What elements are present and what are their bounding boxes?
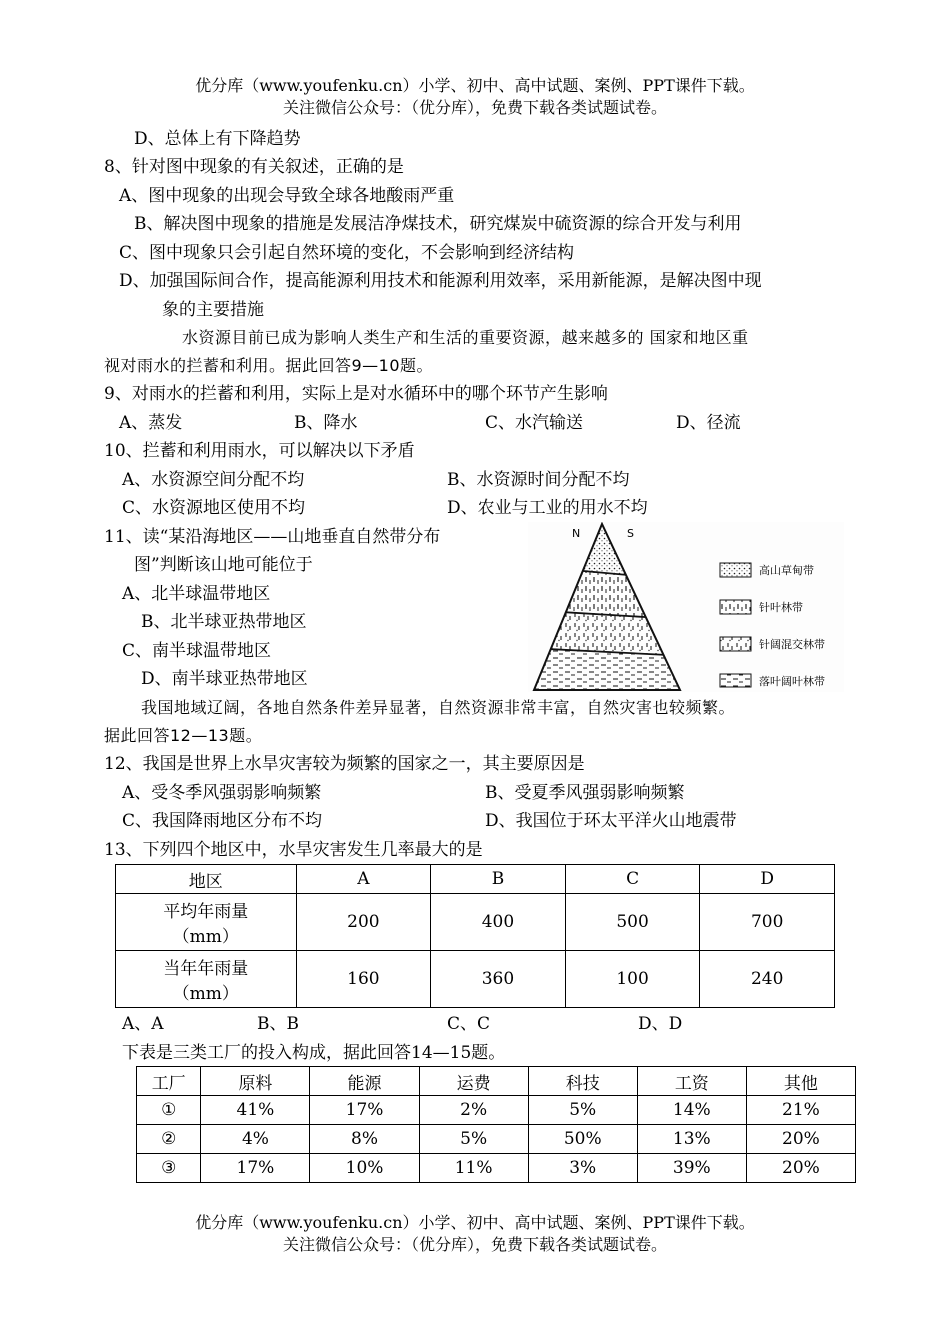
q10-stem: 10、拦蓄和利用雨水，可以解决以下矛盾: [104, 441, 415, 461]
table-cell: 21%: [746, 1096, 855, 1125]
table-cell: 400: [431, 894, 566, 951]
table-row: [116, 894, 835, 951]
table-header-cell: A: [296, 865, 431, 894]
q11-option-a: A、北半球温带地区: [122, 584, 271, 604]
footer-line-1: 优分库（www.youfenku.cn）小学、初中、高中试题、案例、PPT课件下载。: [195, 1213, 755, 1232]
table-cell: 200: [296, 894, 431, 951]
table-header-cell: 能源: [310, 1067, 419, 1096]
diagram-north-label: N: [572, 527, 581, 540]
table-header-cell: C: [565, 865, 700, 894]
q10-option-d: D、农业与工业的用水不均: [447, 498, 648, 518]
q11-option-b: B、北半球亚热带地区: [141, 612, 307, 632]
table-cell: 11%: [419, 1154, 528, 1183]
q8-option-d-cont: 象的主要措施: [162, 300, 264, 320]
table-header-row: [137, 1067, 856, 1096]
q9-option-b: B、降水: [294, 413, 358, 433]
footer-line-2: 关注微信公众号：（优分库），免费下载各类试题试卷。: [282, 1235, 667, 1254]
header-line-2: 关注微信公众号：（优分库），免费下载各类试题试卷。: [282, 98, 667, 117]
table-cell: 160: [296, 951, 431, 1008]
q7-option-d: D、总体上有下降趋势: [134, 129, 301, 149]
table-cell: 17%: [201, 1154, 310, 1183]
passage-3-line-1: 下表是三类工厂的投入构成，据此回答14—15题。: [122, 1043, 506, 1063]
legend-swatch-broadleaf: [720, 674, 751, 687]
table-cell: 17%: [310, 1096, 419, 1125]
passage-2-line-2: 据此回答12—13题。: [104, 726, 263, 745]
table-cell: 500: [565, 894, 700, 951]
q10-option-a: A、水资源空间分配不均: [122, 470, 305, 490]
legend-swatch-conifer: [720, 600, 751, 614]
table-cell: 14%: [637, 1096, 746, 1125]
q10-option-b: B、水资源时间分配不均: [447, 470, 630, 490]
table-header-cell: 地区: [116, 865, 297, 894]
table-row-label: 当年年雨量 （mm）: [116, 951, 297, 1008]
table-cell: ③: [137, 1154, 201, 1183]
q12-stem: 12、我国是世界上水旱灾害较为频繁的国家之一，其主要原因是: [104, 754, 585, 774]
mountain-zone-diagram: [528, 522, 844, 692]
q9-stem: 9、对雨水的拦蓄和利用，实际上是对水循环中的哪个环节产生影响: [104, 384, 608, 404]
q8-option-a: A、图中现象的出现会导致全球各地酸雨严重: [119, 186, 455, 206]
table-cell: 20%: [746, 1154, 855, 1183]
passage-1-line-2: 视对雨水的拦蓄和利用。据此回答9—10题。: [104, 356, 434, 375]
passage-1-line-1: 水资源目前已成为影响人类生产和生活的重要资源，越来越多的 国家和地区重: [182, 328, 749, 347]
q8-stem: 8、针对图中现象的有关叙述，正确的是: [104, 157, 404, 177]
table-header-cell: D: [700, 865, 835, 894]
table-cell: ①: [137, 1096, 201, 1125]
table-header-row: [116, 865, 835, 894]
table-cell: ②: [137, 1125, 201, 1154]
table-cell: 20%: [746, 1125, 855, 1154]
q13-option-d: D、D: [638, 1014, 683, 1034]
table-header-cell: 其他: [746, 1067, 855, 1096]
table-row: [137, 1096, 856, 1125]
rainfall-table: [115, 864, 835, 1008]
legend-label-mixed: 针阔混交林带: [759, 638, 825, 651]
legend-swatch-meadow: [720, 563, 751, 577]
passage-2-line-1: 我国地域辽阔，各地自然条件差异显著，自然资源非常丰富，自然灾害也较频繁。: [141, 698, 736, 717]
table-row: [116, 951, 835, 1008]
q12-option-c: C、我国降雨地区分布不均: [122, 811, 323, 831]
q9-option-c: C、水汽输送: [485, 413, 584, 433]
table-header-cell: 工厂: [137, 1067, 201, 1096]
q11-stem-2: 图”判断该山地可能位于: [134, 555, 313, 575]
table-header-cell: 运费: [419, 1067, 528, 1096]
table-row: [137, 1125, 856, 1154]
q11-option-c: C、南半球温带地区: [122, 641, 272, 661]
zone-coniferous: [528, 566, 728, 622]
q9-option-d: D、径流: [676, 413, 741, 433]
q13-stem: 13、下列四个地区中，水旱灾害发生几率最大的是: [104, 840, 483, 860]
q12-option-b: B、受夏季风强弱影响频繁: [485, 783, 685, 803]
table-header-cell: 原料: [201, 1067, 310, 1096]
table-cell: 100: [565, 951, 700, 1008]
legend-label-meadow: 高山草甸带: [759, 564, 814, 577]
table-row-label: 平均年雨量 （mm）: [116, 894, 297, 951]
table-cell: 4%: [201, 1125, 310, 1154]
table-header-cell: B: [431, 865, 566, 894]
table-cell: 5%: [528, 1096, 637, 1125]
q12-option-d: D、我国位于环太平洋火山地震带: [485, 811, 737, 831]
q11-stem-1: 11、读“某沿海地区——山地垂直自然带分布: [104, 527, 441, 547]
table-cell: 700: [700, 894, 835, 951]
legend-label-broadleaf: 落叶阔叶林带: [759, 675, 825, 688]
table-cell: 10%: [310, 1154, 419, 1183]
q12-option-a: A、受冬季风强弱影响频繁: [122, 783, 322, 803]
table-cell: 8%: [310, 1125, 419, 1154]
table-cell: 3%: [528, 1154, 637, 1183]
q11-option-d: D、南半球亚热带地区: [141, 669, 308, 689]
q9-option-a: A、蒸发: [119, 413, 183, 433]
q13-option-c: C、C: [447, 1014, 491, 1034]
q13-option-a: A、A: [122, 1014, 164, 1034]
table-cell: 240: [700, 951, 835, 1008]
q8-option-c: C、图中现象只会引起自然环境的变化，不会影响到经济结构: [119, 243, 575, 263]
table-cell: 39%: [637, 1154, 746, 1183]
factory-input-table: [136, 1066, 856, 1183]
q8-option-b: B、解决图中现象的措施是发展洁净煤技术，研究煤炭中硫资源的综合开发与利用: [134, 214, 742, 234]
q8-option-d: D、加强国际间合作，提高能源利用技术和能源利用效率，采用新能源，是解决图中现: [119, 271, 762, 291]
table-row: [137, 1154, 856, 1183]
legend-swatch-mixed: [720, 637, 751, 651]
legend-label-conifer: 针叶林带: [759, 601, 803, 614]
table-header-cell: 工资: [637, 1067, 746, 1096]
table-cell: 41%: [201, 1096, 310, 1125]
header-line-1: 优分库（www.youfenku.cn）小学、初中、高中试题、案例、PPT课件下载。: [195, 76, 755, 95]
table-cell: 50%: [528, 1125, 637, 1154]
table-cell: 13%: [637, 1125, 746, 1154]
diagram-south-label: S: [627, 527, 634, 540]
q10-option-c: C、水资源地区使用不均: [122, 498, 306, 518]
table-cell: 360: [431, 951, 566, 1008]
table-header-cell: 科技: [528, 1067, 637, 1096]
q13-option-b: B、B: [257, 1014, 299, 1034]
table-cell: 5%: [419, 1125, 528, 1154]
table-cell: 2%: [419, 1096, 528, 1125]
zone-broadleaf: [528, 648, 728, 692]
